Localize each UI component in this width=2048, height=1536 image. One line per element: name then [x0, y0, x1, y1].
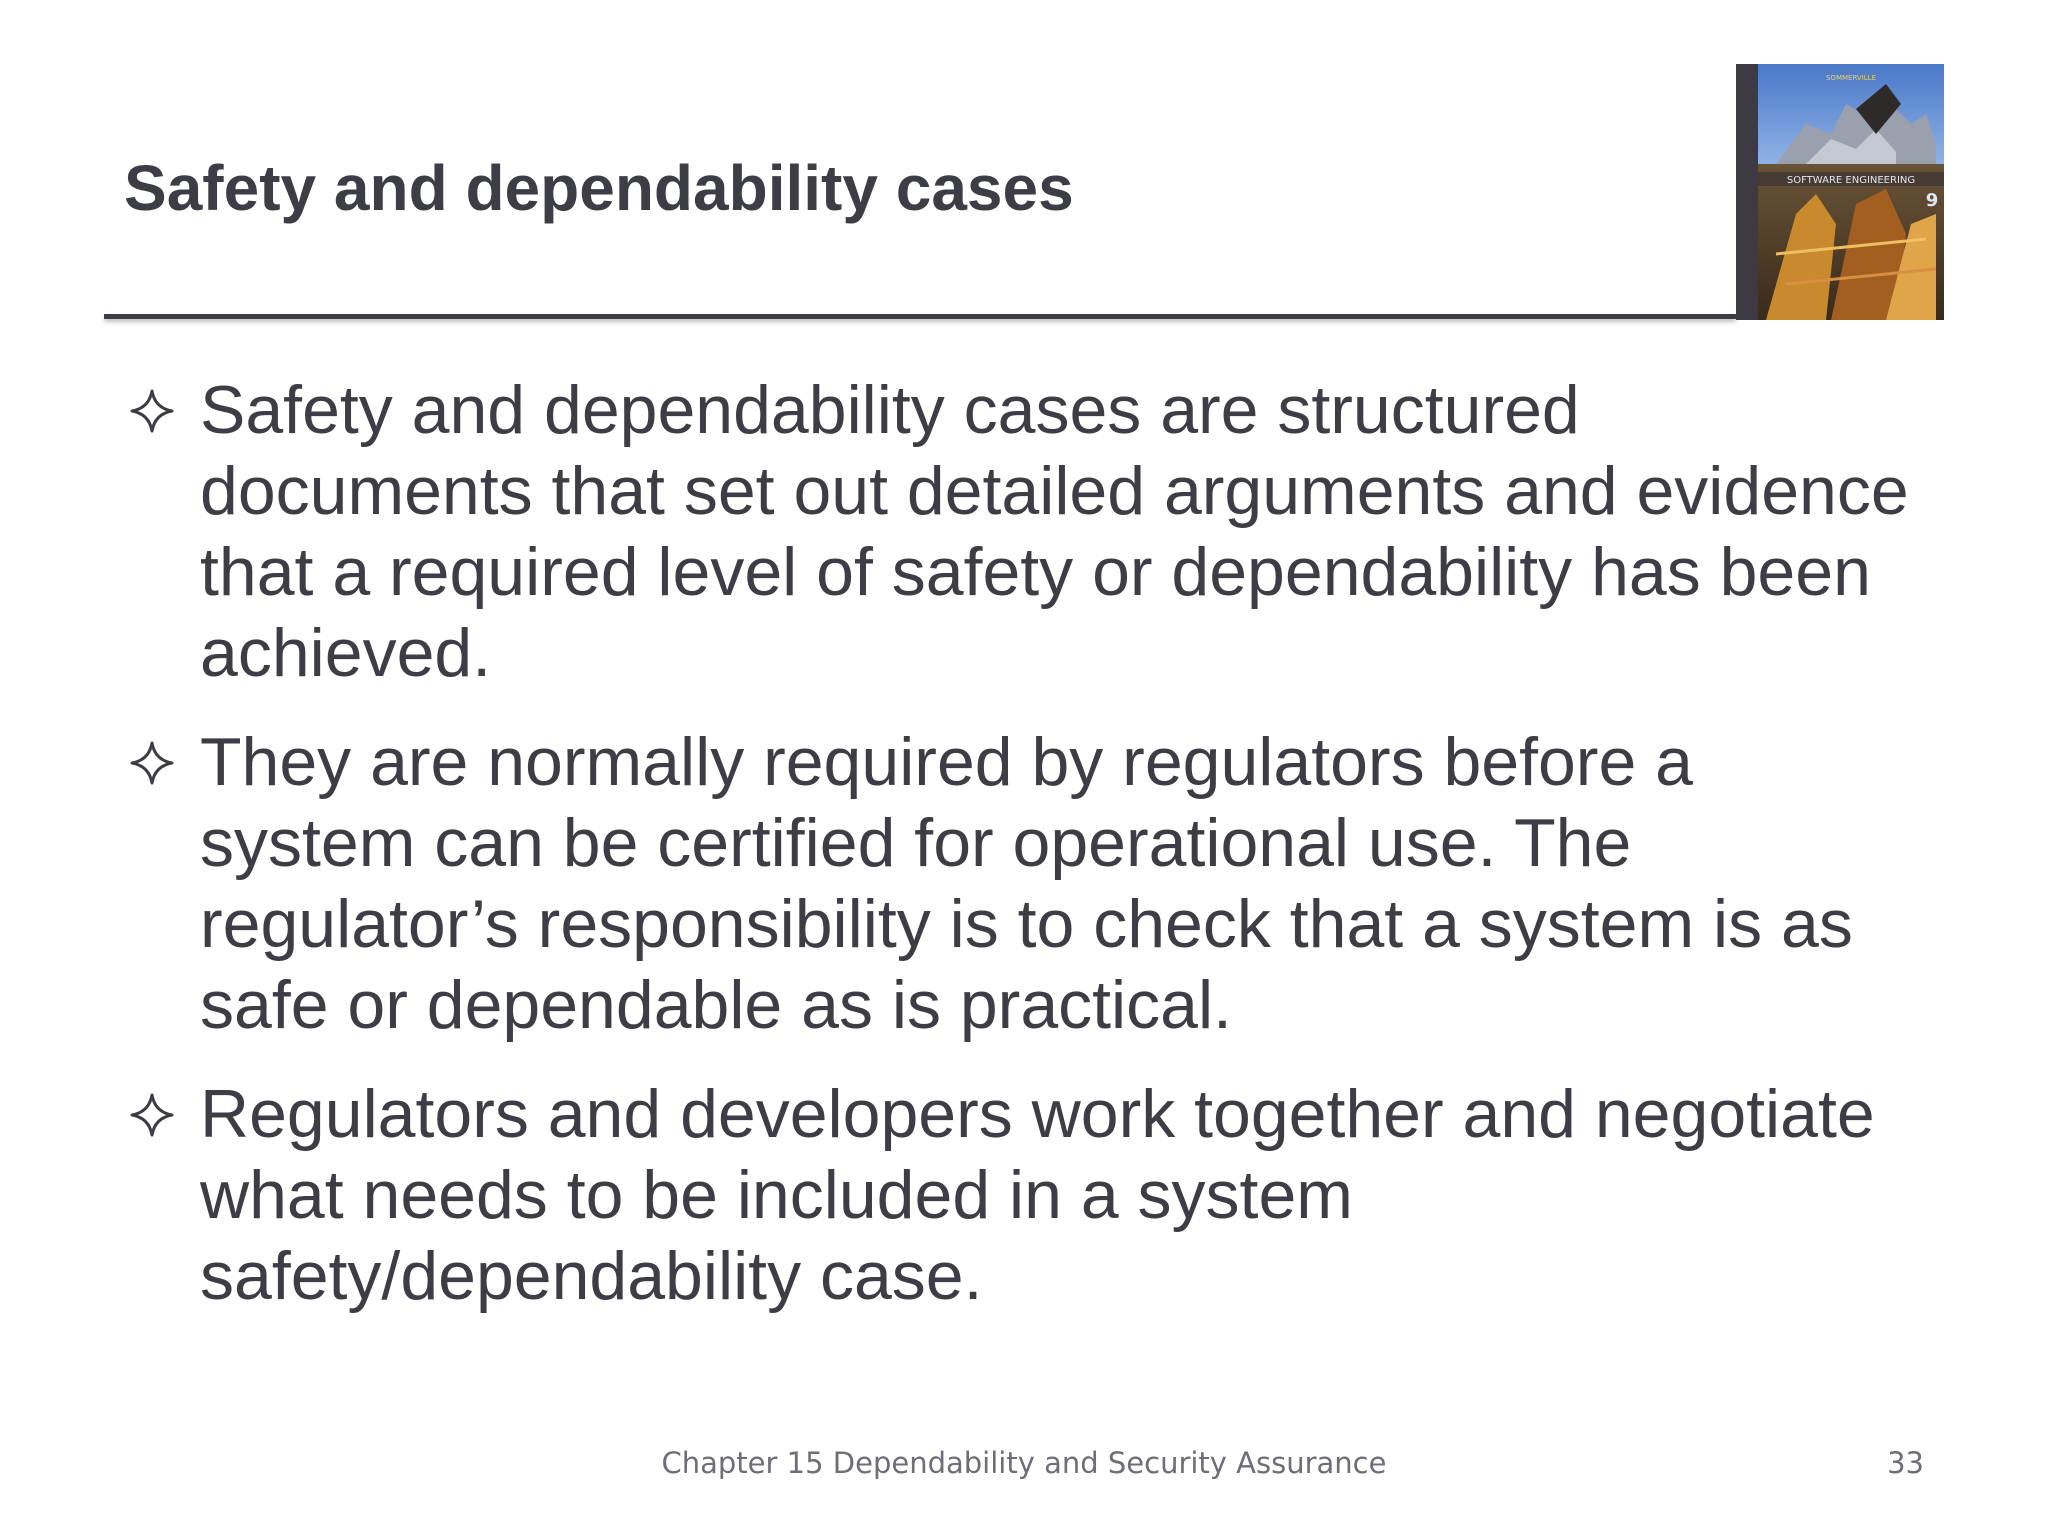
bullet-item	[124, 1074, 1924, 1317]
footer-chapter-title: Chapter 15 Dependability and Security Assurance	[661, 1446, 1387, 1480]
page-number: 33	[1887, 1446, 1924, 1480]
four-point-star-outline-icon	[124, 1074, 180, 1155]
cover-author-text: SOMMERVILLE	[1825, 74, 1877, 82]
bullet-text: They are normally required by regulators before a system can be certified for operational use. The regulator’s responsibility is to check that a system is as safe or dependable as is practical.	[200, 724, 1853, 1043]
bullet-text: Safety and dependability cases are structured documents that set out detailed arguments and evidence that a required level of safety or dependability has been achieved.	[200, 372, 1909, 691]
four-point-star-outline-icon	[124, 370, 180, 451]
bullet-item	[124, 722, 1924, 1046]
book-cover-image	[1736, 64, 1944, 320]
title-divider	[104, 314, 1736, 319]
four-point-star-outline-icon	[124, 722, 180, 803]
bullet-item	[124, 370, 1924, 694]
bullet-list	[124, 370, 1924, 1345]
cover-edition-text: 9	[1925, 190, 1939, 211]
cover-title-text: SOFTWARE ENGINEERING	[1786, 175, 1916, 186]
slide-title: Safety and dependability cases	[124, 152, 1074, 224]
bullet-text: Regulators and developers work together and negotiate what needs to be included in a system safety/dependability case.	[200, 1076, 1875, 1314]
